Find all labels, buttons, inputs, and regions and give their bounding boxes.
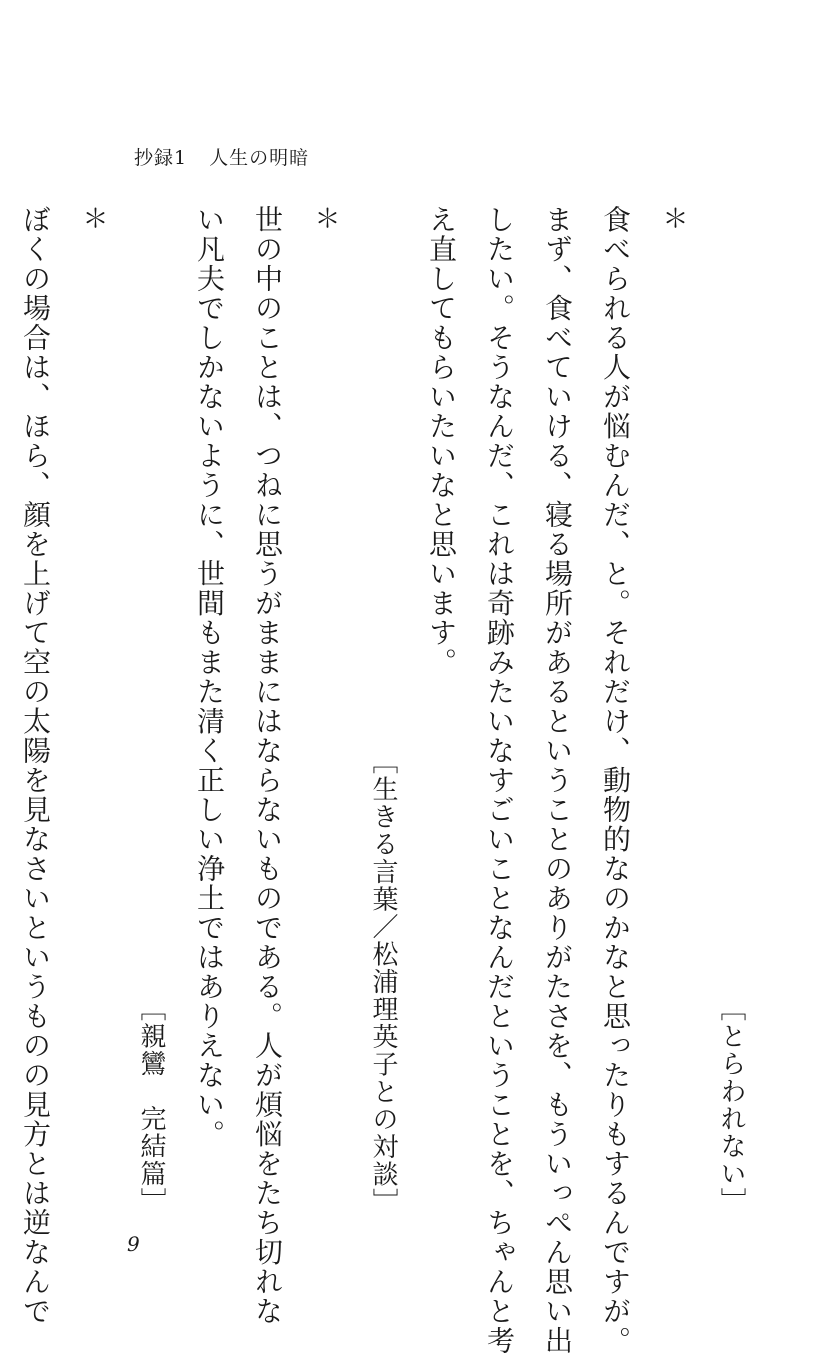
source-citation: ［生きる言葉／松浦理英子との対談］ bbox=[368, 747, 398, 1215]
prior-source-citation: ［とらわれない］ bbox=[716, 995, 746, 1215]
text-line: 世の中のことは、つねに思うがままにはならないものである。人が煩悩をたち切れな bbox=[251, 205, 284, 1326]
chapter-label: 抄録1 bbox=[134, 147, 188, 169]
section-divider: ＊ bbox=[658, 205, 688, 233]
text-line: したい。そうなんだ、これは奇跡みたいなすごいことなんだということを、ちゃんと考 bbox=[483, 205, 516, 1356]
source-citation: ［親鸞 完結篇］ bbox=[136, 995, 166, 1215]
text-line: 食べられる人が悩むんだ、と。それだけ、動物的なのかなと思ったりもするんですが。 bbox=[599, 205, 632, 1356]
section-divider: ＊ bbox=[310, 205, 340, 233]
vertical-body-text bbox=[19, 205, 760, 1356]
text-line bbox=[0, 205, 6, 1215]
text-line: まず、食べていける、寝る場所があるということのありがたさを、もういっぺん思い出 bbox=[541, 205, 574, 1356]
running-head bbox=[134, 143, 309, 170]
text-line: ぼくの場合は、ほら、顔を上げて空の太陽を見なさいというものの見方とは逆なんで bbox=[19, 205, 52, 1326]
page-number: 9 bbox=[127, 1232, 140, 1256]
chapter-title: 人生の明暗 bbox=[209, 147, 310, 169]
text-line: え直してもらいたいなと思います。 bbox=[425, 205, 458, 677]
section-divider: ＊ bbox=[78, 205, 108, 233]
text-line: い凡夫でしかないように、世間もまた清く正しい浄土ではありえない。 bbox=[193, 205, 226, 1149]
